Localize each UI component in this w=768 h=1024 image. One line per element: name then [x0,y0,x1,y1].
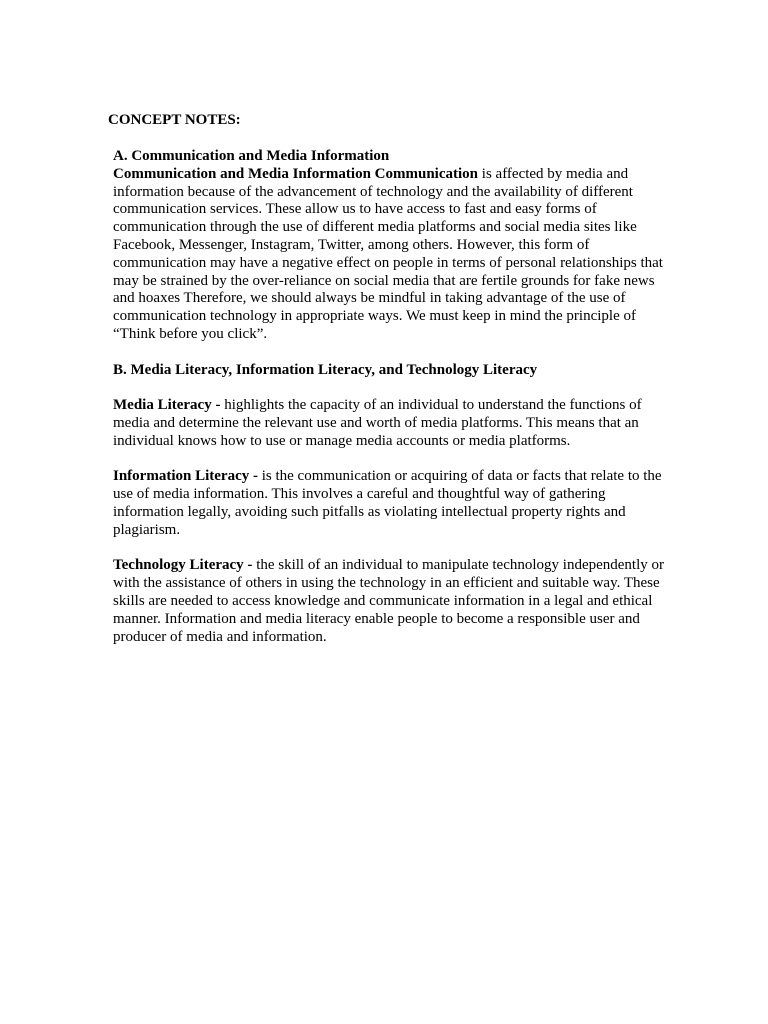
information-literacy-paragraph [113,468,669,539]
spacer [113,379,669,397]
media-literacy-term: Media Literacy - [113,397,221,414]
technology-literacy-term: Technology Literacy - [113,557,253,574]
page-heading: CONCEPT NOTES: [108,112,241,128]
section-a-term: Communication and Media Information Communication [113,165,479,182]
information-literacy-text: is the communication or acquiring of data or facts that relate to the use of media information. This involves a careful and thoughtful way of gathering information legally, avoiding such pitfalls as violating intellectual property rights and plagiarism. [113,468,662,538]
section-a-text: is affected by media and information because of the advancement of technology and the availability of different communication services. These allow us to have access to fast and easy forms of communication through the use of different media platforms and social media sites like Facebook, Messenger, Instagram, Twitter, among others. However, this form of communication may have a negative effect on people in terms of personal relationships that may be strained by the over-reliance on social media that are fertile grounds for fake news and hoaxes Therefore, we should always be mindful in taking advantage of the use of communication technology in appropriate ways. We must keep in mind the principle of “Think before you click”. [113,165,663,342]
technology-literacy-text: the skill of an individual to manipulate technology independently or with the assistance of others in using the technology in an efficient and suitable way. These skills are needed to access knowledge and communicate information in a legal and ethical manner. Information and media literacy enable people to become a responsible user and producer of media and information. [113,557,665,645]
section-a-title: A. Communication and Media Information [113,148,390,164]
information-literacy-term: Information Literacy - [113,468,258,485]
technology-literacy-paragraph [113,557,669,646]
section-b-title: B. Media Literacy, Information Literacy, and Technology Literacy [113,361,538,378]
spacer [113,451,669,469]
spacer [113,344,669,362]
spacer [113,540,669,558]
section-a-paragraph [113,166,669,344]
media-literacy-paragraph [113,397,669,450]
media-literacy-text: highlights the capacity of an individual to understand the functions of media and determine the relevant use and worth of media platforms. This means that an individual knows how to use or manage media accounts or media platforms. [113,397,642,449]
document-body [113,148,669,646]
